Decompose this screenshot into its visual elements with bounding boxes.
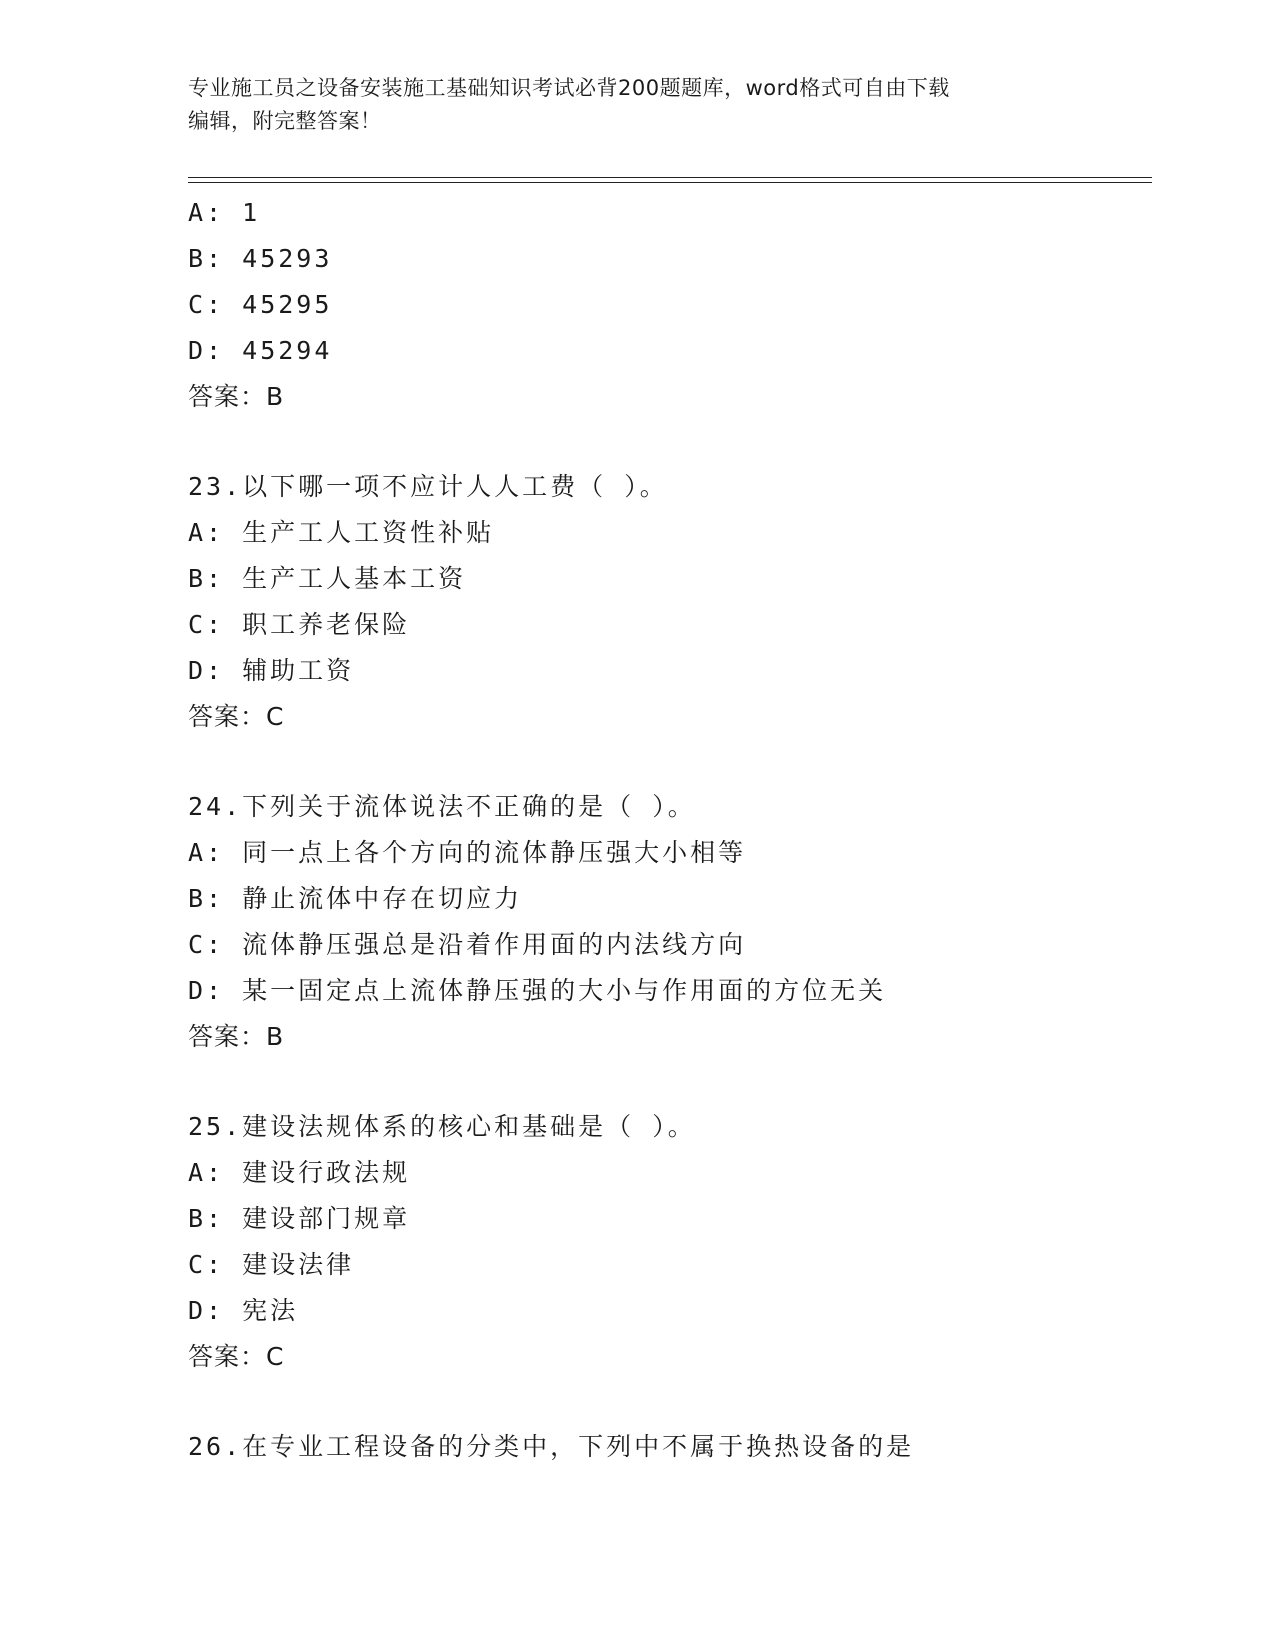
spacer [188,420,1152,464]
option-d: D: 辅助工资 [188,656,355,685]
option-b: B: 生产工人基本工资 [188,564,467,593]
header-line-2: 编辑，附完整答案！ [188,109,382,133]
question-block-23 [188,464,1152,740]
question-list [188,190,1152,1470]
option-d: D: 宪法 [188,1296,299,1325]
option-b: B: 建设部门规章 [188,1204,411,1233]
answer-line: 答案：B [188,382,285,411]
question-text: 24.下列关于流体说法不正确的是（ ）。 [188,792,696,821]
question-block-26 [188,1424,1152,1470]
option-c: C: 45295 [188,290,333,319]
question-text: 26.在专业工程设备的分类中，下列中不属于换热设备的是 [188,1432,915,1461]
option-a: A: 生产工人工资性补贴 [188,518,495,547]
option-b: B: 静止流体中存在切应力 [188,884,523,913]
option-a: A: 1 [188,198,261,227]
option-a: A: 建设行政法规 [188,1158,411,1187]
question-block-24 [188,784,1152,1060]
header-divider-top [188,177,1152,178]
spacer [188,740,1152,784]
spacer [188,1380,1152,1424]
option-b: B: 45293 [188,244,333,273]
option-c: C: 流体静压强总是沿着作用面的内法线方向 [188,930,747,959]
answer-line: 答案：B [188,1022,285,1051]
question-text: 25.建设法规体系的核心和基础是（ ）。 [188,1112,696,1141]
question-block-25 [188,1104,1152,1380]
header-divider-bottom [188,182,1152,183]
question-block-22 [188,190,1152,420]
header-line-1: 专业施工员之设备安装施工基础知识考试必背200题题库，word格式可自由下载 [188,76,950,100]
option-a: A: 同一点上各个方向的流体静压强大小相等 [188,838,747,867]
option-c: C: 职工养老保险 [188,610,411,639]
answer-line: 答案：C [188,702,285,731]
question-text: 23.以下哪一项不应计人人工费（ ）。 [188,472,668,501]
answer-line: 答案：C [188,1342,285,1371]
document-header [188,72,1068,138]
option-c: C: 建设法律 [188,1250,355,1279]
option-d: D: 某一固定点上流体静压强的大小与作用面的方位无关 [188,976,887,1005]
option-d: D: 45294 [188,336,333,365]
spacer [188,1060,1152,1104]
